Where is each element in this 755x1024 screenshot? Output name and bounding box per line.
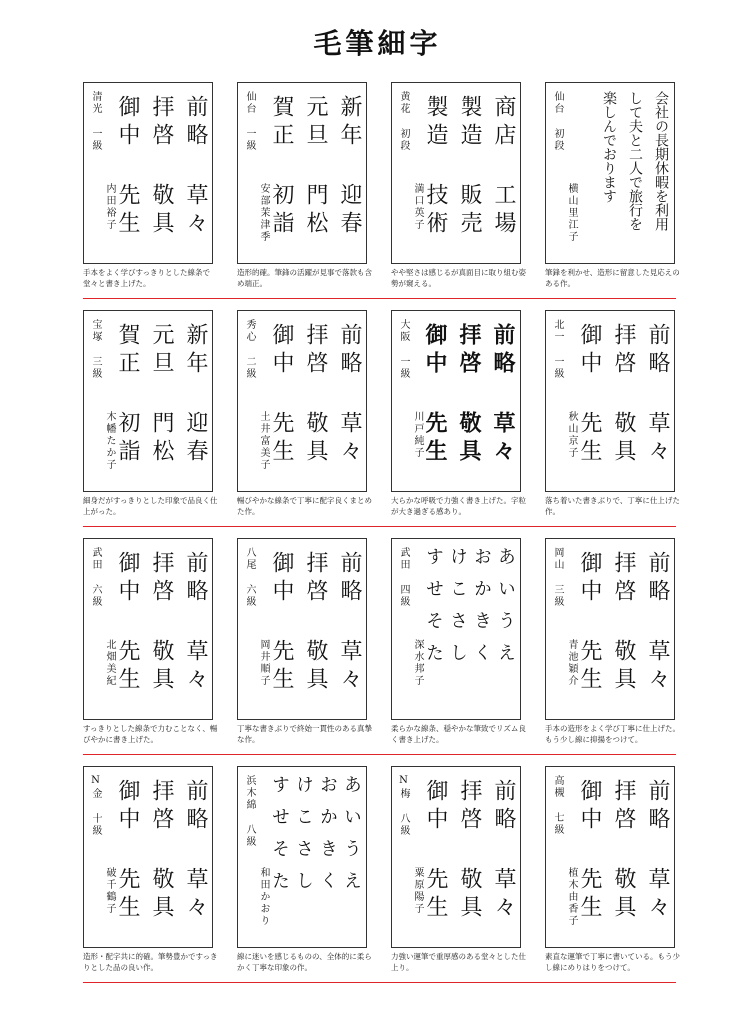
entry-caption: 筆鋒を利かせ、造形に留意した見応えのある作。 bbox=[545, 268, 680, 288]
author-affiliation: 北一 一級 bbox=[552, 319, 563, 380]
calligraphy-word: 先生 bbox=[577, 411, 602, 467]
author-name: 土井富美子 bbox=[258, 411, 269, 471]
calligraphy-word: 御中 bbox=[115, 779, 140, 835]
calligraphy-card bbox=[545, 766, 675, 948]
calligraphy-word: 御中 bbox=[422, 323, 448, 379]
calligraphy-line: して夫と二人で旅行を bbox=[627, 91, 643, 231]
calligraphy-word: 門松 bbox=[149, 411, 174, 467]
calligraphy-word: 御中 bbox=[577, 323, 602, 379]
calligraphy-word: 商店 bbox=[491, 95, 516, 151]
calligraphy-card bbox=[83, 310, 213, 492]
author-affiliation: 浜木綿 八級 bbox=[244, 775, 255, 848]
kana-column: すせそた bbox=[423, 547, 444, 675]
calligraphy-word: 草々 bbox=[645, 639, 670, 695]
entry-caption: 線に迷いを感じるものの、全体的に柔らかく丁寧な印象の作。 bbox=[237, 952, 372, 972]
calligraphy-word: 前略 bbox=[490, 323, 516, 379]
calligraphy-word: 敬具 bbox=[611, 639, 636, 695]
calligraphy-word: 賀正 bbox=[115, 323, 140, 379]
author-affiliation: 武田 六級 bbox=[90, 547, 101, 608]
calligraphy-word: 先生 bbox=[422, 411, 448, 467]
kana-column: すせそた bbox=[269, 775, 290, 903]
author-name: 横山里江子 bbox=[566, 183, 577, 243]
kana-column: おかきく bbox=[317, 775, 338, 903]
author-affiliation: 黄花 初段 bbox=[398, 91, 409, 152]
calligraphy-line: 会社の長期休暇を利用 bbox=[653, 91, 669, 231]
calligraphy-word: 敬具 bbox=[149, 183, 174, 239]
author-affiliation: 武田 四級 bbox=[398, 547, 409, 608]
calligraphy-word: 技術 bbox=[423, 183, 448, 239]
calligraphy-word: 拝啓 bbox=[149, 95, 174, 151]
calligraphy-word: 前略 bbox=[183, 95, 208, 151]
calligraphy-word: 元旦 bbox=[149, 323, 174, 379]
calligraphy-word: 元旦 bbox=[303, 95, 328, 151]
calligraphy-card bbox=[391, 538, 521, 720]
entry-caption: 素直な運筆で丁寧に書いている。もう少し線にめりはりをつけて。 bbox=[545, 952, 680, 972]
entry-caption: すっきりとした線条で力むことなく、暢びやかに書き上げた。 bbox=[83, 724, 218, 744]
author-name: 満口英子 bbox=[412, 183, 423, 231]
entry-caption: 造形的確。筆鋒の活躍が見事で落款も含め端正。 bbox=[237, 268, 372, 288]
calligraphy-card bbox=[237, 766, 367, 948]
calligraphy-word: 迎春 bbox=[337, 183, 362, 239]
calligraphy-word: 前略 bbox=[337, 323, 362, 379]
row-divider bbox=[83, 982, 676, 983]
calligraphy-word: 拝啓 bbox=[611, 323, 636, 379]
calligraphy-word: 草々 bbox=[337, 411, 362, 467]
author-name: 和田かおり bbox=[258, 867, 269, 927]
calligraphy-word: 前略 bbox=[337, 551, 362, 607]
calligraphy-card bbox=[391, 766, 521, 948]
row-divider bbox=[83, 754, 676, 755]
entry-caption: 丁寧な書きぶりで終始一貫性のある真摯な作。 bbox=[237, 724, 372, 744]
entry-caption: 暢びやかな線条で丁寧に配字良くまとめた作。 bbox=[237, 496, 372, 516]
author-name: 安部茉津季 bbox=[258, 183, 269, 243]
calligraphy-word: 御中 bbox=[115, 95, 140, 151]
entry-caption: 細身だがすっきりとした印象で品良く仕上がった。 bbox=[83, 496, 218, 516]
author-name: 粟原陽子 bbox=[412, 867, 423, 915]
author-name: 岡井順子 bbox=[258, 639, 269, 687]
calligraphy-word: 賀正 bbox=[269, 95, 294, 151]
calligraphy-card bbox=[237, 538, 367, 720]
calligraphy-word: 先生 bbox=[115, 183, 140, 239]
entry-caption: やや堅さは感じるが真面目に取り組む姿勢が窺える。 bbox=[391, 268, 526, 288]
calligraphy-word: 敬具 bbox=[457, 867, 482, 923]
calligraphy-word: 御中 bbox=[269, 323, 294, 379]
calligraphy-word: 製造 bbox=[423, 95, 448, 151]
calligraphy-word: 初詣 bbox=[115, 411, 140, 467]
calligraphy-word: 拝啓 bbox=[149, 551, 174, 607]
calligraphy-card bbox=[83, 82, 213, 264]
calligraphy-word: 草々 bbox=[490, 411, 516, 467]
row-divider bbox=[83, 526, 676, 527]
calligraphy-word: 前略 bbox=[183, 779, 208, 835]
kana-column: あいうえ bbox=[341, 775, 362, 903]
calligraphy-word: 草々 bbox=[183, 867, 208, 923]
author-affiliation: 清光 一級 bbox=[90, 91, 101, 152]
entry-caption: 落ち着いた書きぶりで、丁寧に仕上げた作。 bbox=[545, 496, 680, 516]
calligraphy-word: 草々 bbox=[491, 867, 516, 923]
kana-column: あいうえ bbox=[495, 547, 516, 675]
calligraphy-word: 御中 bbox=[577, 779, 602, 835]
calligraphy-word: 前略 bbox=[491, 779, 516, 835]
author-affiliation: 仙台 一級 bbox=[244, 91, 255, 152]
author-affiliation: 仙台 初段 bbox=[552, 91, 563, 152]
entry-caption: 手本の造形をよく学び丁寧に仕上げた。もう少し線に抑揚をつけて。 bbox=[545, 724, 680, 744]
calligraphy-card bbox=[391, 82, 521, 264]
calligraphy-card bbox=[545, 310, 675, 492]
calligraphy-word: 初詣 bbox=[269, 183, 294, 239]
calligraphy-word: 新年 bbox=[337, 95, 362, 151]
entry-caption: 手本をよく学びすっきりとした線条で堂々と書き上げた。 bbox=[83, 268, 211, 288]
author-affiliation: 高槻 七級 bbox=[552, 775, 563, 836]
calligraphy-word: 草々 bbox=[337, 639, 362, 695]
author-name: 深水邦子 bbox=[412, 639, 423, 687]
entry-caption: 柔らかな線条、穏やかな筆致でリズム良く書き上げた。 bbox=[391, 724, 526, 744]
author-affiliation: 岡山 三級 bbox=[552, 547, 563, 608]
author-affiliation: 宝塚 三級 bbox=[90, 319, 101, 380]
calligraphy-word: 敬具 bbox=[303, 639, 328, 695]
calligraphy-word: 敬具 bbox=[611, 867, 636, 923]
author-name: 秋山京子 bbox=[566, 411, 577, 459]
author-name: 木幡たか子 bbox=[104, 411, 115, 471]
author-name: 内田裕子 bbox=[104, 183, 115, 231]
calligraphy-card bbox=[545, 538, 675, 720]
author-affiliation: N梅 八級 bbox=[398, 775, 409, 837]
calligraphy-word: 拝啓 bbox=[456, 323, 482, 379]
author-affiliation: 秀心 二級 bbox=[244, 319, 255, 380]
calligraphy-word: 草々 bbox=[183, 183, 208, 239]
calligraphy-word: 草々 bbox=[183, 639, 208, 695]
calligraphy-word: 御中 bbox=[115, 551, 140, 607]
calligraphy-word: 御中 bbox=[423, 779, 448, 835]
entry-caption: 力強い運筆で重厚感のある堂々とした仕上り。 bbox=[391, 952, 526, 972]
calligraphy-word: 工場 bbox=[491, 183, 516, 239]
calligraphy-line: 楽しんでおります bbox=[601, 91, 617, 203]
calligraphy-card bbox=[83, 538, 213, 720]
kana-column: けこさし bbox=[447, 547, 468, 675]
calligraphy-word: 草々 bbox=[645, 867, 670, 923]
entry-caption: 造形・配字共に的確。筆勢豊かですっきりとした品の良い作。 bbox=[83, 952, 218, 972]
calligraphy-word: 敬具 bbox=[149, 639, 174, 695]
entry-caption: 大らかな呼吸で力強く書き上げた。字粒が大き過ぎる感あり。 bbox=[391, 496, 526, 516]
author-affiliation: 八尾 六級 bbox=[244, 547, 255, 608]
calligraphy-word: 敬具 bbox=[149, 867, 174, 923]
kana-column: けこさし bbox=[293, 775, 314, 903]
calligraphy-word: 敬具 bbox=[611, 411, 636, 467]
calligraphy-card bbox=[237, 82, 367, 264]
calligraphy-word: 拝啓 bbox=[303, 323, 328, 379]
calligraphy-word: 先生 bbox=[577, 867, 602, 923]
calligraphy-word: 先生 bbox=[423, 867, 448, 923]
calligraphy-word: 迎春 bbox=[183, 411, 208, 467]
calligraphy-word: 先生 bbox=[115, 867, 140, 923]
calligraphy-word: 先生 bbox=[115, 639, 140, 695]
author-name: 破千鶴子 bbox=[104, 867, 115, 915]
calligraphy-word: 拝啓 bbox=[457, 779, 482, 835]
calligraphy-word: 販売 bbox=[457, 183, 482, 239]
calligraphy-card bbox=[391, 310, 521, 492]
calligraphy-card bbox=[83, 766, 213, 948]
author-affiliation: 大阪 一級 bbox=[398, 319, 409, 380]
calligraphy-word: 先生 bbox=[269, 411, 294, 467]
calligraphy-word: 先生 bbox=[577, 639, 602, 695]
calligraphy-word: 前略 bbox=[645, 323, 670, 379]
calligraphy-word: 敬具 bbox=[456, 411, 482, 467]
author-name: 川戸純子 bbox=[412, 411, 423, 459]
page-title: 毛筆細字 bbox=[313, 27, 442, 60]
row-divider bbox=[83, 298, 676, 299]
author-name: 青池穎介 bbox=[566, 639, 577, 687]
calligraphy-word: 新年 bbox=[183, 323, 208, 379]
calligraphy-word: 御中 bbox=[269, 551, 294, 607]
calligraphy-word: 前略 bbox=[645, 551, 670, 607]
calligraphy-word: 前略 bbox=[183, 551, 208, 607]
author-name: 植木由香子 bbox=[566, 867, 577, 927]
author-affiliation: N金 十級 bbox=[90, 775, 101, 837]
calligraphy-word: 敬具 bbox=[303, 411, 328, 467]
calligraphy-word: 拝啓 bbox=[611, 779, 636, 835]
calligraphy-word: 拝啓 bbox=[303, 551, 328, 607]
calligraphy-word: 門松 bbox=[303, 183, 328, 239]
calligraphy-word: 草々 bbox=[645, 411, 670, 467]
calligraphy-word: 拝啓 bbox=[611, 551, 636, 607]
calligraphy-word: 先生 bbox=[269, 639, 294, 695]
calligraphy-card bbox=[545, 82, 675, 264]
kana-column: おかきく bbox=[471, 547, 492, 675]
calligraphy-card bbox=[237, 310, 367, 492]
calligraphy-word: 製造 bbox=[457, 95, 482, 151]
author-name: 北畑美紀 bbox=[104, 639, 115, 687]
calligraphy-word: 拝啓 bbox=[149, 779, 174, 835]
calligraphy-word: 前略 bbox=[645, 779, 670, 835]
calligraphy-word: 御中 bbox=[577, 551, 602, 607]
